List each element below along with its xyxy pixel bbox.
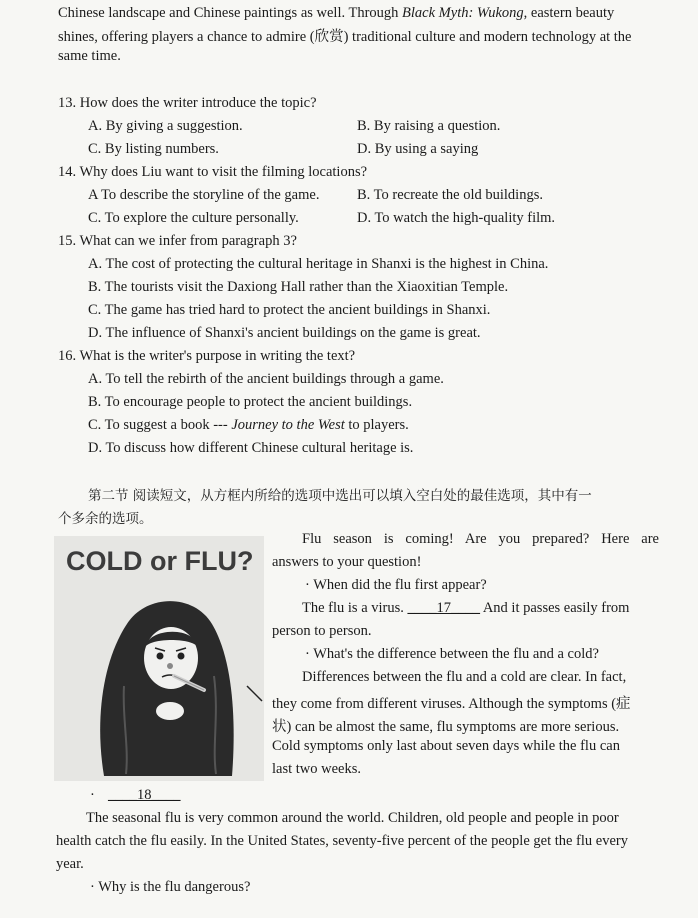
q13-option-d: D. By using a saying: [357, 141, 479, 157]
passage-text: And it passes easily from: [480, 600, 630, 616]
passage-p1-line2: answers to your question!: [272, 554, 422, 570]
q16-option-d: D. To discuss how different Chinese cultural heritage is.: [88, 440, 414, 456]
blank-18-bullet: ·: [90, 787, 95, 803]
q16-option-c-text: C. To suggest a book ---: [88, 417, 232, 433]
hand: [156, 702, 184, 720]
blank-18: ____18____: [108, 787, 181, 803]
eye: [157, 653, 164, 660]
q14-option-a: A To describe the storyline of the game.: [88, 187, 320, 203]
passage-p3-line4: Cold symptoms only last about seven days while the flu can: [272, 738, 620, 754]
question-14-stem: 14. Why does Liu want to visit the filming locations?: [58, 164, 368, 180]
passage-heading-2: · What's the difference between the flu and a cold?: [305, 646, 599, 662]
q16-option-c: [88, 417, 409, 434]
passage-p4-line2: health catch the flu easily. In the United States, seventy-five percent of the people get the flu every: [56, 833, 628, 849]
intro-text: Chinese landscape and Chinese paintings as well. Through: [58, 5, 403, 21]
q15-option-a: A. The cost of protecting the cultural heritage in Shanxi is the highest in China.: [88, 256, 549, 272]
passage-p2-line1: [302, 600, 629, 617]
q14-option-c: C. To explore the culture personally.: [88, 210, 299, 226]
question-15-stem: 15. What can we infer from paragraph 3?: [58, 233, 297, 249]
q15-option-b: B. The tourists visit the Daxiong Hall rather than the Xiaoxitian Temple.: [88, 279, 509, 295]
intro-text: , eastern beauty: [523, 5, 615, 21]
q13-option-c: C. By listing numbers.: [88, 141, 219, 157]
passage-p3-line1: Differences between the flu and a cold are clear. In fact,: [302, 669, 627, 685]
passage-p3-line3: 状) can be almost the same, flu symptoms are more serious.: [272, 719, 620, 735]
section-2-heading-cont: 个多余的选项。: [58, 511, 153, 527]
q15-option-c: C. The game has tried hard to protect the ancient buildings in Shanxi.: [88, 302, 491, 318]
passage-text: The flu is a virus.: [302, 600, 408, 616]
passage-p3-line5: last two weeks.: [272, 761, 361, 777]
image-title: COLD or FLU?: [66, 546, 254, 576]
q14-option-b: B. To recreate the old buildings.: [357, 187, 543, 203]
q14-option-d: D. To watch the high-quality film.: [357, 210, 556, 226]
section-2-heading: 第二节 阅读短文，从方框内所给的选项中选出可以填入空白处的最佳选项，其中有一: [88, 488, 592, 504]
intro-line-3: same time.: [58, 48, 121, 64]
passage-heading-3: · Why is the flu dangerous?: [90, 879, 251, 895]
q13-option-a: A. By giving a suggestion.: [88, 118, 243, 134]
nose: [167, 663, 173, 669]
q16-option-c-tail: to players.: [344, 417, 409, 433]
passage-p3-line2: they come from different viruses. Although the symptoms (症: [272, 696, 631, 712]
question-13-stem: 13. How does the writer introduce the topic?: [58, 95, 317, 111]
eye: [178, 653, 185, 660]
question-16-stem: 16. What is the writer's purpose in writing the text?: [58, 348, 356, 364]
passage-p1-line1: Flu season is coming! Are you prepared? Here are: [302, 531, 659, 547]
q16-option-b: B. To encourage people to protect the ancient buildings.: [88, 394, 413, 410]
intro-line-1: [58, 2, 658, 25]
q15-option-d: D. The influence of Shanxi's ancient buildings on the game is great.: [88, 325, 481, 341]
cold-or-flu-illustration: [54, 536, 264, 781]
passage-heading-1: · When did the flu first appear?: [305, 577, 487, 593]
passage-p2-line2: person to person.: [272, 623, 372, 639]
intro-line-2: shines, offering players a chance to admire (欣赏) traditional culture and modern technology at the: [58, 29, 632, 45]
blank-17: ____17____: [407, 600, 481, 616]
game-title: Black Myth: Wukong: [402, 5, 524, 21]
passage-p4-line3: year.: [56, 856, 84, 872]
book-title: Journey to the West: [231, 417, 345, 433]
passage-p4-line1: The seasonal flu is very common around the world. Children, old people and people in poor: [86, 810, 619, 826]
q16-option-a: A. To tell the rebirth of the ancient buildings through a game.: [88, 371, 444, 387]
q13-option-b: B. By raising a question.: [357, 118, 501, 134]
